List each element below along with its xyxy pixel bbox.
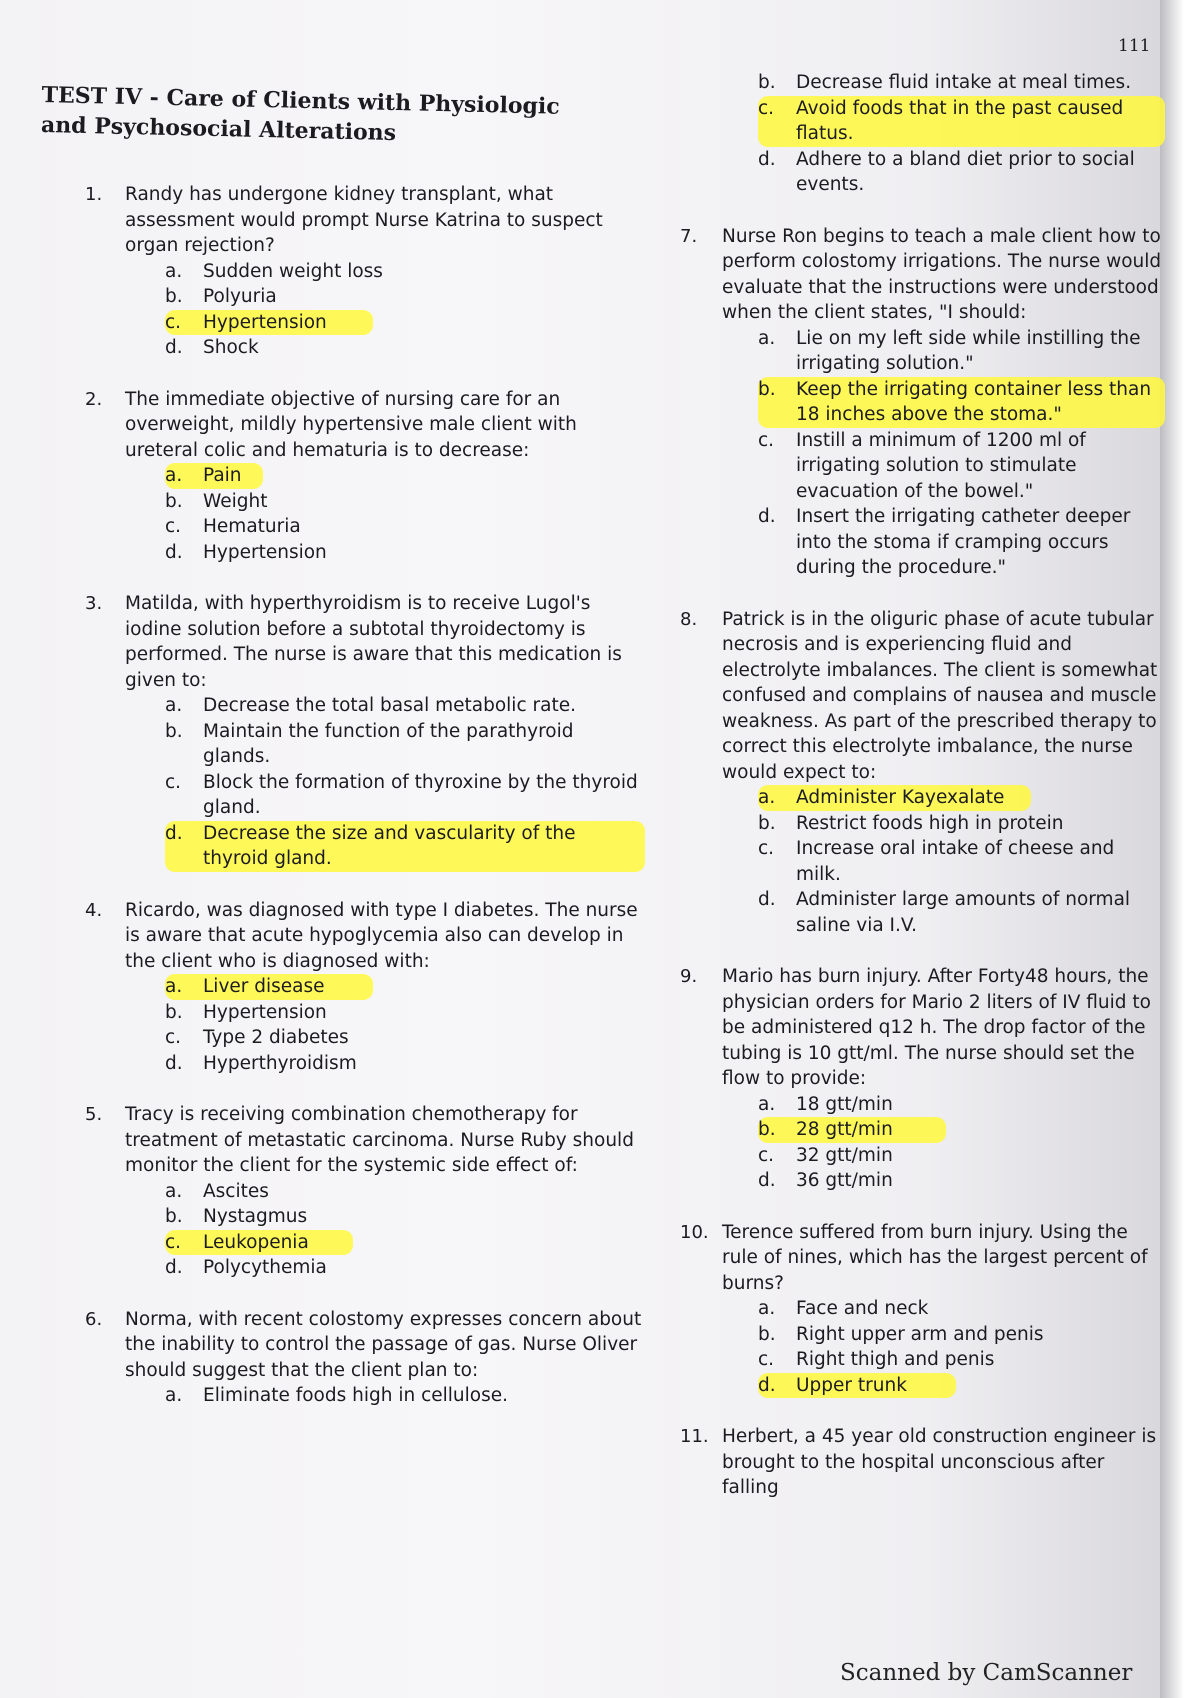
option-b: b. Hypertension: [165, 1001, 327, 1023]
option-d: d. Hyperthyroidism: [165, 1052, 357, 1074]
option-b-highlighted: b. Keep the irrigating container less than 18 inches above the stoma.": [758, 377, 1165, 428]
option-d: d. Insert the irrigating catheter deeper into the stoma if cramping occurs during the procedure.": [758, 506, 1131, 578]
question-text: Terence suffered from burn injury. Using the rule of nines, which has the largest percent of burns?: [722, 1221, 1148, 1294]
option-b: b. Weight: [165, 490, 268, 512]
option-a: a. Ascites: [165, 1180, 269, 1202]
option-a: a. Sudden weight loss: [165, 260, 383, 282]
option-b: b. Maintain the function of the parathyroid glands.: [165, 720, 574, 767]
option-c-highlighted: c. Avoid foods that in the past caused flatus.: [758, 96, 1165, 147]
option-a: a. 18 gtt/min: [758, 1093, 893, 1115]
question-number: 10.: [680, 1221, 709, 1243]
option-d-highlighted: d. Upper trunk: [758, 1373, 956, 1399]
question-text: Randy has undergone kidney transplant, what assessment would prompt Nurse Katrina to suspect organ rejection?: [125, 184, 603, 256]
option-c: c. 32 gtt/min: [758, 1144, 893, 1166]
option-c: c. Block the formation of thyroxine by the thyroid gland.: [165, 771, 638, 818]
question-number: 3.: [85, 593, 103, 614]
option-c: c. Hematuria: [165, 516, 301, 537]
left-column: [85, 182, 645, 1435]
question-text: Tracy is receiving combination chemotherapy for treatment of metastatic carcinoma. Nurse Ruby should monitor the client for the systemic side effect of:: [125, 1104, 634, 1176]
option-d: d. Polycythemia: [165, 1257, 327, 1278]
option-d: d. Shock: [165, 337, 259, 358]
question-number: 2.: [85, 388, 103, 410]
question-9: [680, 964, 1165, 1194]
question-text: Ricardo, was diagnosed with type I diabetes. The nurse is aware that acute hypoglycemia also can develop in the client who is diagnosed with:: [125, 899, 638, 972]
option-c: c. Instill a minimum of 1200 ml of irrigating solution to stimulate evacuation of the bowel.": [758, 429, 1086, 502]
question-7: [680, 224, 1165, 581]
question-text: Mario has burn injury. After Forty48 hours, the physician orders for Mario 2 liters of IV fluid to be administered q12 h. The drop factor of the tubing is 10 gtt/ml. The nurse should set the flow to provide:: [722, 966, 1151, 1089]
page-number: 111: [1118, 36, 1151, 56]
question-8: [680, 607, 1165, 939]
option-a: a. Face and neck: [758, 1298, 929, 1319]
option-a-highlighted: a. Liver disease: [165, 974, 373, 1000]
question-number: 11.: [680, 1426, 709, 1447]
option-a: a. Decrease the total basal metabolic rate.: [165, 695, 576, 716]
scanner-watermark: Scanned by CamScanner: [840, 1660, 1133, 1686]
option-d: d. Adhere to a bland diet prior to social events.: [758, 148, 1135, 195]
question-number: 4.: [85, 899, 103, 921]
option-b: b. Restrict foods high in protein: [758, 812, 1064, 834]
option-a: a. Lie on my left side while instilling the irrigating solution.": [758, 327, 1141, 374]
question-number: 1.: [85, 184, 103, 205]
option-b: b. Decrease fluid intake at meal times.: [758, 72, 1132, 93]
question-number: 6.: [85, 1308, 103, 1330]
question-text: The immediate objective of nursing care for an overweight, mildly hypertensive male client with ureteral colic and hematuria is to decrease:: [125, 388, 577, 461]
option-d: d. 36 gtt/min: [758, 1170, 893, 1191]
option-c-highlighted: c. Hypertension: [165, 310, 373, 336]
option-b: b. Polyuria: [165, 286, 277, 307]
question-4: [85, 898, 645, 1077]
option-d: d. Hypertension: [165, 541, 327, 563]
question-5: [85, 1102, 645, 1281]
question-text: Nurse Ron begins to teach a male client how to perform colostomy irrigations. The nurse would evaluate that the instructions were understood when the client states, "I should:: [722, 225, 1162, 323]
option-a: a. Eliminate foods high in cellulose.: [165, 1385, 508, 1406]
question-number: 8.: [680, 608, 698, 630]
test-title: TEST IV - Care of Clients with Physiologic and Psychosocial Alterations: [40, 81, 560, 147]
page-edge: [1160, 0, 1200, 1698]
question-1: [85, 182, 645, 361]
option-c: c. Right thigh and penis: [758, 1349, 995, 1370]
option-d-highlighted: d. Decrease the size and vascularity of the thyroid gland.: [165, 821, 645, 872]
question-6: [85, 1307, 645, 1409]
question-text: Norma, with recent colostomy expresses concern about the inability to control the passage of gas. Nurse Oliver should suggest that the client plan to:: [125, 1308, 642, 1381]
option-c-highlighted: c. Leukopenia: [165, 1230, 353, 1256]
option-a-highlighted: a. Pain: [165, 463, 263, 489]
question-text: Matilda, with hyperthyroidism is to receive Lugol's iodine solution before a subtotal thyroidectomy is performed. The nurse is aware that this medication is given to:: [125, 593, 622, 691]
option-c: c. Increase oral intake of cheese and milk.: [758, 838, 1115, 885]
option-b-highlighted: b. 28 gtt/min: [758, 1117, 946, 1143]
question-6-continued: [680, 70, 1165, 198]
question-text: Patrick is in the oliguric phase of acute tubular necrosis and is experiencing fluid and electrolyte imbalances. The client is somewhat confused and complains of nausea and muscle weakness. As part of the prescribed therapy to correct this electrolyte imbalance, the nurse would expect to:: [722, 608, 1158, 783]
question-number: 5.: [85, 1104, 103, 1125]
option-c: c. Type 2 diabetes: [165, 1027, 349, 1048]
question-2: [85, 387, 645, 566]
question-number: 9.: [680, 966, 698, 987]
question-3: [85, 591, 645, 872]
option-b: b. Nystagmus: [165, 1206, 308, 1227]
question-number: 7.: [680, 225, 698, 247]
option-d: d. Administer large amounts of normal saline via I.V.: [758, 889, 1131, 936]
question-11: [680, 1424, 1165, 1501]
question-10: [680, 1220, 1165, 1399]
right-column: [680, 70, 1165, 1527]
option-b: b. Right upper arm and penis: [758, 1323, 1044, 1345]
option-a-highlighted: a. Administer Kayexalate: [758, 785, 1031, 811]
question-text: Herbert, a 45 year old construction engineer is brought to the hospital unconscious after falling: [722, 1426, 1157, 1498]
